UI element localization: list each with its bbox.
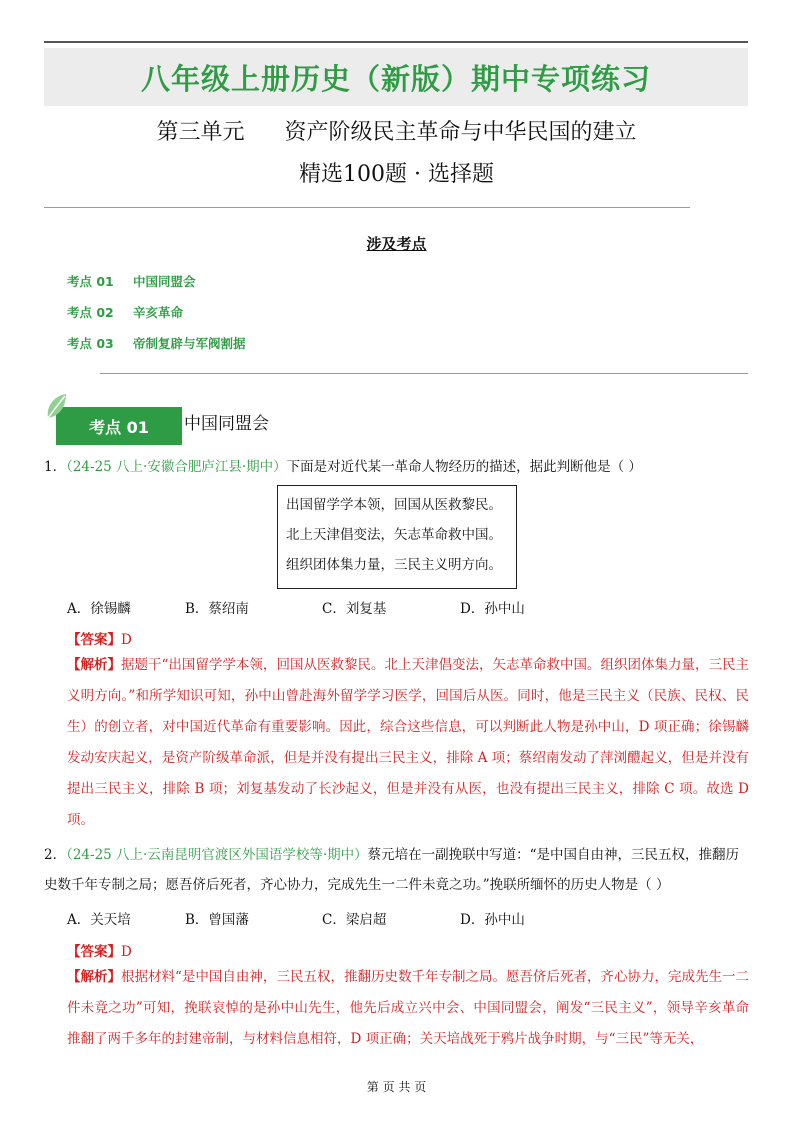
explanation — [67, 650, 749, 836]
quote-box — [277, 485, 517, 589]
answer-tag: 【答案】 — [67, 632, 121, 648]
question-number: 2． — [44, 847, 67, 863]
unit-label: 第三单元 — [156, 120, 245, 145]
scope-item — [67, 303, 183, 321]
answer-value: D — [121, 632, 132, 648]
scope-item-name: 中国同盟会 — [133, 274, 196, 289]
quote-line: 出国留学学本领，回国从医救黎民。 — [286, 497, 502, 513]
section-name: 中国同盟会 — [184, 414, 269, 434]
explanation-tag: 【解析】 — [67, 969, 122, 985]
question-stem: 蔡元培在一副挽联中写道：“是中国自由神，三民五权，推翻历史数千年专制之局；愿吾侪后死者，齐心协力，完成先生一二件未竟之功。”挽联所缅怀的历史人物是（ ） — [44, 847, 740, 893]
page-footer: 第 页 共 页 — [366, 1080, 427, 1094]
scope-item — [67, 272, 196, 290]
scope-item-name: 帝制复辟与军阀割据 — [133, 336, 246, 351]
answer — [67, 628, 132, 648]
option-d[interactable]: D．孙中山 — [460, 912, 525, 928]
option-a[interactable]: A．关天培 — [67, 912, 131, 928]
explanation-text: 根据材料“是中国自由神，三民五权，推翻历史数千年专制之局。愿吾侪后死者，齐心协力，完成先生一二件未竟之功”可知，挽联哀悼的是孙中山先生，他先后成立兴中会、中国同盟会，阐发“三民主义”，领导辛亥革命推翻了两千多年的封建帝制，与材料信息相符，D 项正确；关天培战死于鸦片战争时期，与“三民”等无关， — [67, 969, 750, 1047]
explanation-text: 据题干“出国留学学本领，回国从医救黎民。北上天津倡变法，矢志革命救中国。组织团体集力量，三民主义明方向。”和所学知识可知，孙中山曾赴海外留学学习医学，回国后从医。同时，他是三民主义（民族、民权、民生）的创立者，对中国近代革命有重要影响。因此，综合这些信息，可以判断此人物是孙中山，D 项正确；徐锡麟发动安庆起义，是资产阶级革命派，但是并没有提出三民主义，排除 A 项；蔡绍南发动了萍浏醴起义，但是并没有提出三民主义，排除 B 项；刘复基发动了长沙起义，但是并没有从医，也没有提出三民主义，排除 C 项。故选 D 项。 — [67, 657, 750, 828]
scope-title: 涉及考点 — [366, 235, 427, 253]
question-source: （24-25 八上·安徽合肥庐江县·期中） — [66, 459, 287, 475]
leaf-icon — [44, 392, 70, 422]
explanation-tag: 【解析】 — [67, 657, 122, 673]
answer — [67, 940, 132, 960]
section-badge: 考点 01 — [56, 407, 182, 445]
answer-value: D — [121, 944, 132, 960]
question-number: 1． — [44, 459, 67, 475]
option-c[interactable]: C．梁启超 — [322, 912, 387, 928]
scope-item-code: 考点 02 — [67, 305, 114, 320]
scope-item-name: 辛亥革命 — [133, 305, 184, 320]
explanation — [67, 962, 749, 1055]
subtitle: 精选100题 · 选择题 — [299, 162, 494, 187]
option-d[interactable]: D．孙中山 — [460, 601, 525, 617]
quote-line: 组织团体集力量，三民主义明方向。 — [286, 557, 502, 573]
top-rule — [44, 41, 748, 43]
quote-line: 北上天津倡变法，矢志革命救中国。 — [286, 527, 502, 543]
page-title: 八年级上册历史（新版）期中专项练习 — [140, 61, 651, 96]
option-b[interactable]: B．蔡绍南 — [185, 601, 249, 617]
divider — [100, 373, 748, 374]
option-c[interactable]: C．刘复基 — [322, 601, 387, 617]
option-b[interactable]: B．曾国藩 — [185, 912, 249, 928]
unit-heading — [0, 115, 793, 146]
scope-item-code: 考点 01 — [67, 274, 114, 289]
scope-item-code: 考点 03 — [67, 336, 114, 351]
option-a[interactable]: A．徐锡麟 — [67, 601, 131, 617]
question-source: （24-25 八上·云南昆明官渡区外国语学校等·期中） — [66, 847, 368, 863]
question-2 — [44, 840, 749, 900]
scope-item — [67, 334, 246, 352]
question-stem: 下面是对近代某一革命人物经历的描述，据此判断他是（ ） — [286, 459, 642, 475]
answer-tag: 【答案】 — [67, 944, 121, 960]
title-band — [44, 48, 748, 106]
unit-title: 资产阶级民主革命与中华民国的建立 — [284, 120, 637, 145]
divider — [44, 207, 690, 208]
question-1 — [44, 452, 749, 482]
